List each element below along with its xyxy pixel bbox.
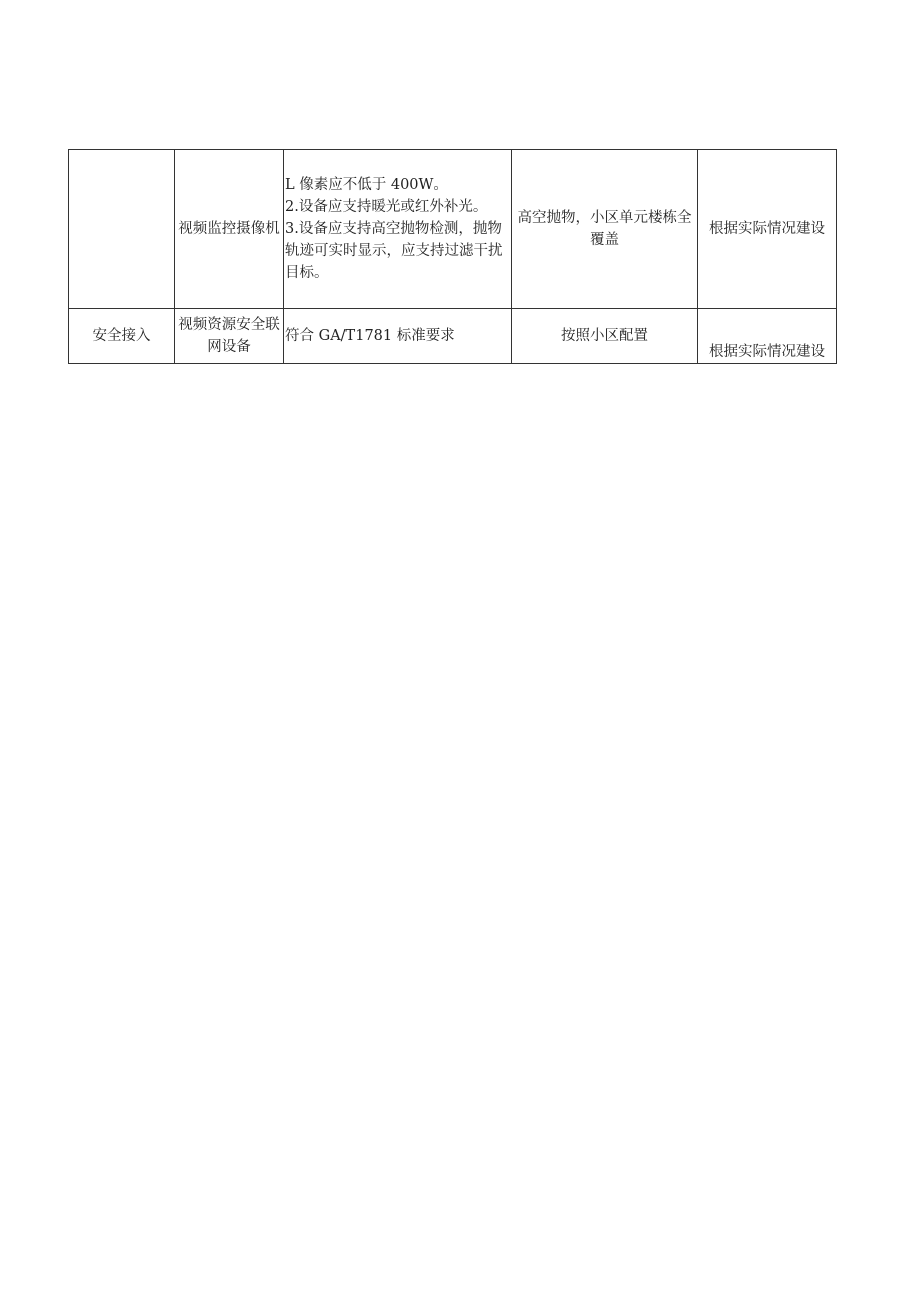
spec-table (68, 149, 837, 364)
category-cell (69, 150, 175, 309)
table-row (69, 150, 837, 309)
category-cell: 安全接入 (69, 309, 175, 364)
note-cell: 根据实际情况建设 (698, 309, 837, 364)
requirement-line: L 像素应不低于 400W。 (285, 177, 448, 193)
requirements-cell (284, 309, 512, 364)
table-row (69, 309, 837, 364)
requirements-cell (284, 150, 512, 309)
note-cell: 根据实际情况建设 (698, 150, 837, 309)
requirement-line: 2.设备应支持暖光或红外补光。 (285, 199, 488, 215)
device-cell: 视频资源安全联网设备 (175, 309, 284, 364)
requirement-line: 符合 GA/T1781 标准要求 (285, 328, 455, 344)
device-cell: 视频监控摄像机 (175, 150, 284, 309)
scope-cell: 高空抛物，小区单元楼栋全覆盖 (512, 150, 698, 309)
scope-cell: 按照小区配置 (512, 309, 698, 364)
requirement-line: 3.设备应支持高空抛物检测，抛物轨迹可实时显示，应支持过滤干扰目标。 (285, 221, 503, 281)
